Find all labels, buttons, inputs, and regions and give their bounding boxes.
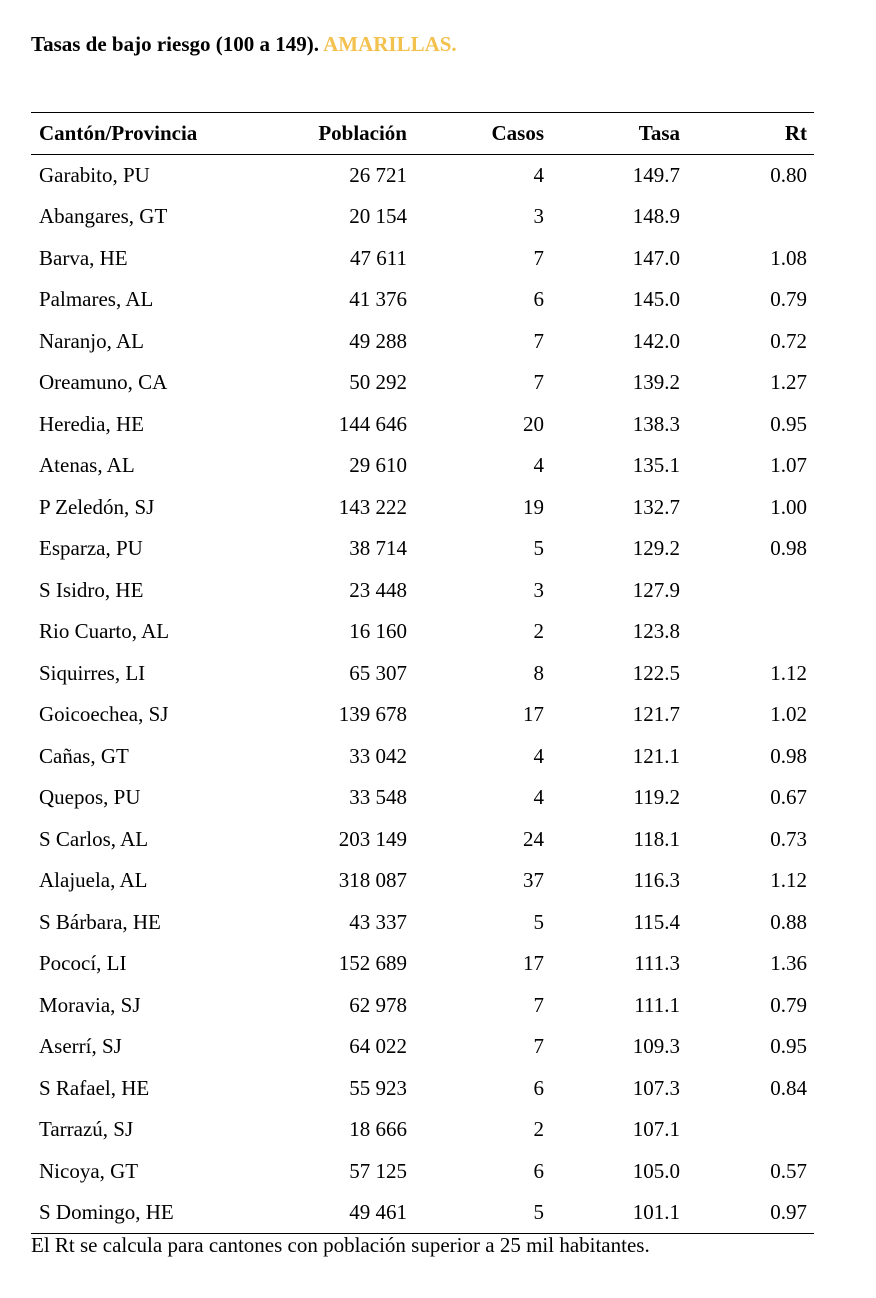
cell-tasa: 119.2: [633, 785, 680, 810]
cell-poblacion: 16 160: [349, 619, 407, 644]
cell-poblacion: 55 923: [349, 1075, 407, 1100]
cell-poblacion: 62 978: [349, 992, 407, 1017]
cell-poblacion: 33 548: [349, 785, 407, 810]
cell-casos: 7: [533, 1034, 544, 1059]
cell-tasa: 118.1: [633, 826, 680, 851]
cell-canton: Abangares, GT: [39, 204, 168, 229]
cell-casos: 4: [533, 743, 544, 768]
table-row: [31, 362, 814, 404]
cell-canton: S Carlos, AL: [39, 826, 149, 851]
cell-poblacion: 203 149: [338, 826, 407, 851]
cell-casos: 7: [533, 370, 544, 395]
table-row: [31, 1151, 814, 1193]
cell-poblacion: 57 125: [349, 1158, 407, 1183]
cell-casos: 5: [533, 909, 544, 934]
cell-tasa: 121.1: [632, 743, 680, 768]
cell-tasa: 149.7: [632, 163, 680, 187]
cell-tasa: 132.7: [632, 494, 680, 519]
cell-canton: Alajuela, AL: [39, 868, 148, 893]
cell-rt: 0.79: [770, 287, 807, 312]
cell-casos: 5: [407, 1192, 544, 1234]
cell-poblacion: 43 337: [349, 909, 407, 934]
cell-rt: 0.72: [770, 328, 807, 353]
cell-poblacion: 41 376: [349, 287, 407, 312]
cell-tasa: 116.3: [633, 868, 680, 893]
cell-tasa: 145.0: [632, 287, 680, 312]
cell-tasa: 148.9: [632, 204, 680, 229]
cell-tasa: 111.1: [634, 992, 680, 1017]
cell-rt: 0.95: [770, 411, 807, 436]
cell-casos: 2: [533, 619, 544, 644]
cell-canton: Goicoechea, SJ: [39, 702, 169, 727]
cell-rt: 1.02: [770, 702, 807, 727]
table-row: [31, 1068, 814, 1110]
table-row: [31, 528, 814, 570]
table-row: [31, 155, 814, 197]
cell-poblacion: 318 087: [338, 868, 407, 893]
cell-poblacion: 47 611: [350, 245, 407, 270]
table-row: [31, 1109, 814, 1151]
cell-rt: [680, 196, 814, 238]
cell-canton: S Rafael, HE: [39, 1075, 150, 1100]
cell-rt: 0.80: [770, 163, 807, 187]
cell-tasa: 135.1: [632, 453, 680, 478]
table-row: [31, 238, 814, 280]
table-row: [31, 985, 814, 1027]
cell-casos: 5: [533, 536, 544, 561]
cell-canton: P Zeledón, SJ: [39, 494, 155, 519]
cell-tasa: 109.3: [632, 1034, 680, 1059]
cell-canton: S Bárbara, HE: [39, 909, 161, 934]
cell-casos: 6: [533, 287, 544, 312]
cell-tasa: 147.0: [632, 245, 680, 270]
cell-poblacion: 18 666: [349, 1117, 407, 1142]
cell-tasa: 105.0: [632, 1158, 680, 1183]
title-main: Tasas de bajo riesgo (100 a 149).: [31, 32, 319, 56]
cell-poblacion: 64 022: [349, 1034, 407, 1059]
cell-poblacion: 65 307: [349, 660, 407, 685]
cell-casos: 4: [533, 785, 544, 810]
cell-casos: 2: [533, 1117, 544, 1142]
cell-casos: 6: [533, 1075, 544, 1100]
cell-rt: 1.08: [770, 245, 807, 270]
cell-poblacion: 143 222: [338, 494, 407, 519]
cell-canton: Tarrazú, SJ: [39, 1117, 134, 1142]
cell-rt: 0.98: [770, 743, 807, 768]
cell-rt: 0.67: [770, 785, 807, 810]
cell-tasa: 123.8: [632, 619, 680, 644]
cell-poblacion: 38 714: [349, 536, 407, 561]
cell-poblacion: 49 461: [249, 1192, 407, 1234]
header-casos: Casos: [407, 113, 544, 155]
cell-casos: 6: [533, 1158, 544, 1183]
table-row: [31, 653, 814, 695]
cell-rt: 0.98: [770, 536, 807, 561]
risk-rates-table: [31, 112, 814, 1234]
cell-canton: Siquirres, LI: [39, 660, 146, 685]
cell-canton: S Isidro, HE: [39, 577, 144, 602]
cell-tasa: 127.9: [632, 577, 680, 602]
table-row: [31, 404, 814, 446]
cell-canton: Cañas, GT: [39, 743, 129, 768]
cell-tasa: 101.1: [544, 1192, 680, 1234]
cell-canton: Nicoya, GT: [39, 1158, 139, 1183]
cell-casos: 4: [533, 453, 544, 478]
cell-poblacion: 139 678: [338, 702, 407, 727]
table-row: [31, 943, 814, 985]
cell-casos: 19: [523, 494, 544, 519]
cell-rt: 0.79: [770, 992, 807, 1017]
cell-canton: Moravia, SJ: [39, 992, 141, 1017]
cell-poblacion: 23 448: [349, 577, 407, 602]
table-row: [31, 902, 814, 944]
table-row: [31, 819, 814, 861]
cell-canton: Naranjo, AL: [39, 328, 144, 353]
table-row: [31, 279, 814, 321]
cell-casos: 7: [533, 992, 544, 1017]
cell-canton: Heredia, HE: [39, 411, 144, 436]
cell-poblacion: 20 154: [349, 204, 407, 229]
table-body: [31, 155, 814, 1234]
cell-rt: [680, 1109, 814, 1151]
header-tasa: Tasa: [544, 113, 680, 155]
cell-rt: 0.84: [770, 1075, 807, 1100]
header-poblacion: Población: [249, 113, 407, 155]
table-row: [31, 321, 814, 363]
cell-poblacion: 33 042: [349, 743, 407, 768]
cell-rt: 1.07: [770, 453, 807, 478]
table-row: [31, 1026, 814, 1068]
cell-rt: 1.12: [770, 868, 807, 893]
cell-tasa: 139.2: [632, 370, 680, 395]
cell-rt: [680, 570, 814, 612]
table-row: [31, 196, 814, 238]
cell-canton: Esparza, PU: [39, 536, 143, 561]
cell-tasa: 111.3: [634, 951, 680, 976]
cell-rt: 1.12: [770, 660, 807, 685]
cell-poblacion: 29 610: [349, 453, 407, 478]
cell-rt: 0.97: [680, 1192, 814, 1234]
cell-casos: 3: [533, 204, 544, 229]
cell-casos: 37: [523, 868, 544, 893]
cell-tasa: 107.1: [632, 1117, 680, 1142]
cell-rt: 0.95: [770, 1034, 807, 1059]
cell-tasa: 129.2: [632, 536, 680, 561]
header-rt: Rt: [680, 113, 814, 155]
cell-poblacion: 50 292: [349, 370, 407, 395]
cell-casos: 17: [523, 951, 544, 976]
title-highlight: AMARILLAS.: [323, 32, 457, 56]
cell-rt: 1.27: [770, 370, 807, 395]
cell-casos: 7: [533, 245, 544, 270]
cell-casos: 8: [533, 660, 544, 685]
table-row: [31, 736, 814, 778]
cell-rt: 0.57: [770, 1158, 807, 1183]
cell-casos: 20: [523, 411, 544, 436]
cell-canton: Aserrí, SJ: [39, 1034, 122, 1059]
cell-canton: Quepos, PU: [39, 785, 141, 810]
cell-canton: Atenas, AL: [39, 453, 135, 478]
cell-canton: Pococí, LI: [39, 951, 127, 976]
cell-casos: 7: [533, 328, 544, 353]
cell-canton: Garabito, PU: [39, 163, 150, 187]
table-row: [31, 860, 814, 902]
footnote: El Rt se calcula para cantones con población superior a 25 mil habitantes.: [31, 1233, 650, 1257]
table-row: [31, 777, 814, 819]
cell-casos: 3: [533, 577, 544, 602]
cell-canton: S Domingo, HE: [31, 1192, 249, 1234]
cell-tasa: 122.5: [632, 660, 680, 685]
table-header-row: [31, 113, 814, 155]
cell-poblacion: 26 721: [349, 163, 407, 187]
cell-casos: 24: [523, 826, 544, 851]
cell-tasa: 107.3: [632, 1075, 680, 1100]
table-row: [31, 487, 814, 529]
table-row: [31, 445, 814, 487]
cell-tasa: 121.7: [632, 702, 680, 727]
table-row: [31, 611, 814, 653]
table-row: [31, 570, 814, 612]
cell-canton: Palmares, AL: [39, 287, 154, 312]
page-title: [31, 32, 457, 57]
cell-tasa: 142.0: [632, 328, 680, 353]
cell-tasa: 138.3: [632, 411, 680, 436]
cell-rt: 0.73: [770, 826, 807, 851]
table-row: [31, 1192, 814, 1234]
cell-casos: 4: [533, 163, 544, 187]
cell-poblacion: 144 646: [338, 411, 407, 436]
cell-casos: 17: [523, 702, 544, 727]
table-row: [31, 694, 814, 736]
header-canton: Cantón/Provincia: [31, 113, 249, 155]
cell-poblacion: 152 689: [338, 951, 407, 976]
cell-canton: Oreamuno, CA: [39, 370, 168, 395]
cell-rt: 1.00: [770, 494, 807, 519]
cell-canton: Rio Cuarto, AL: [39, 619, 170, 644]
cell-rt: 0.88: [770, 909, 807, 934]
cell-tasa: 115.4: [633, 909, 680, 934]
cell-poblacion: 49 288: [349, 328, 407, 353]
cell-rt: [680, 611, 814, 653]
cell-canton: Barva, HE: [39, 245, 128, 270]
cell-rt: 1.36: [770, 951, 807, 976]
